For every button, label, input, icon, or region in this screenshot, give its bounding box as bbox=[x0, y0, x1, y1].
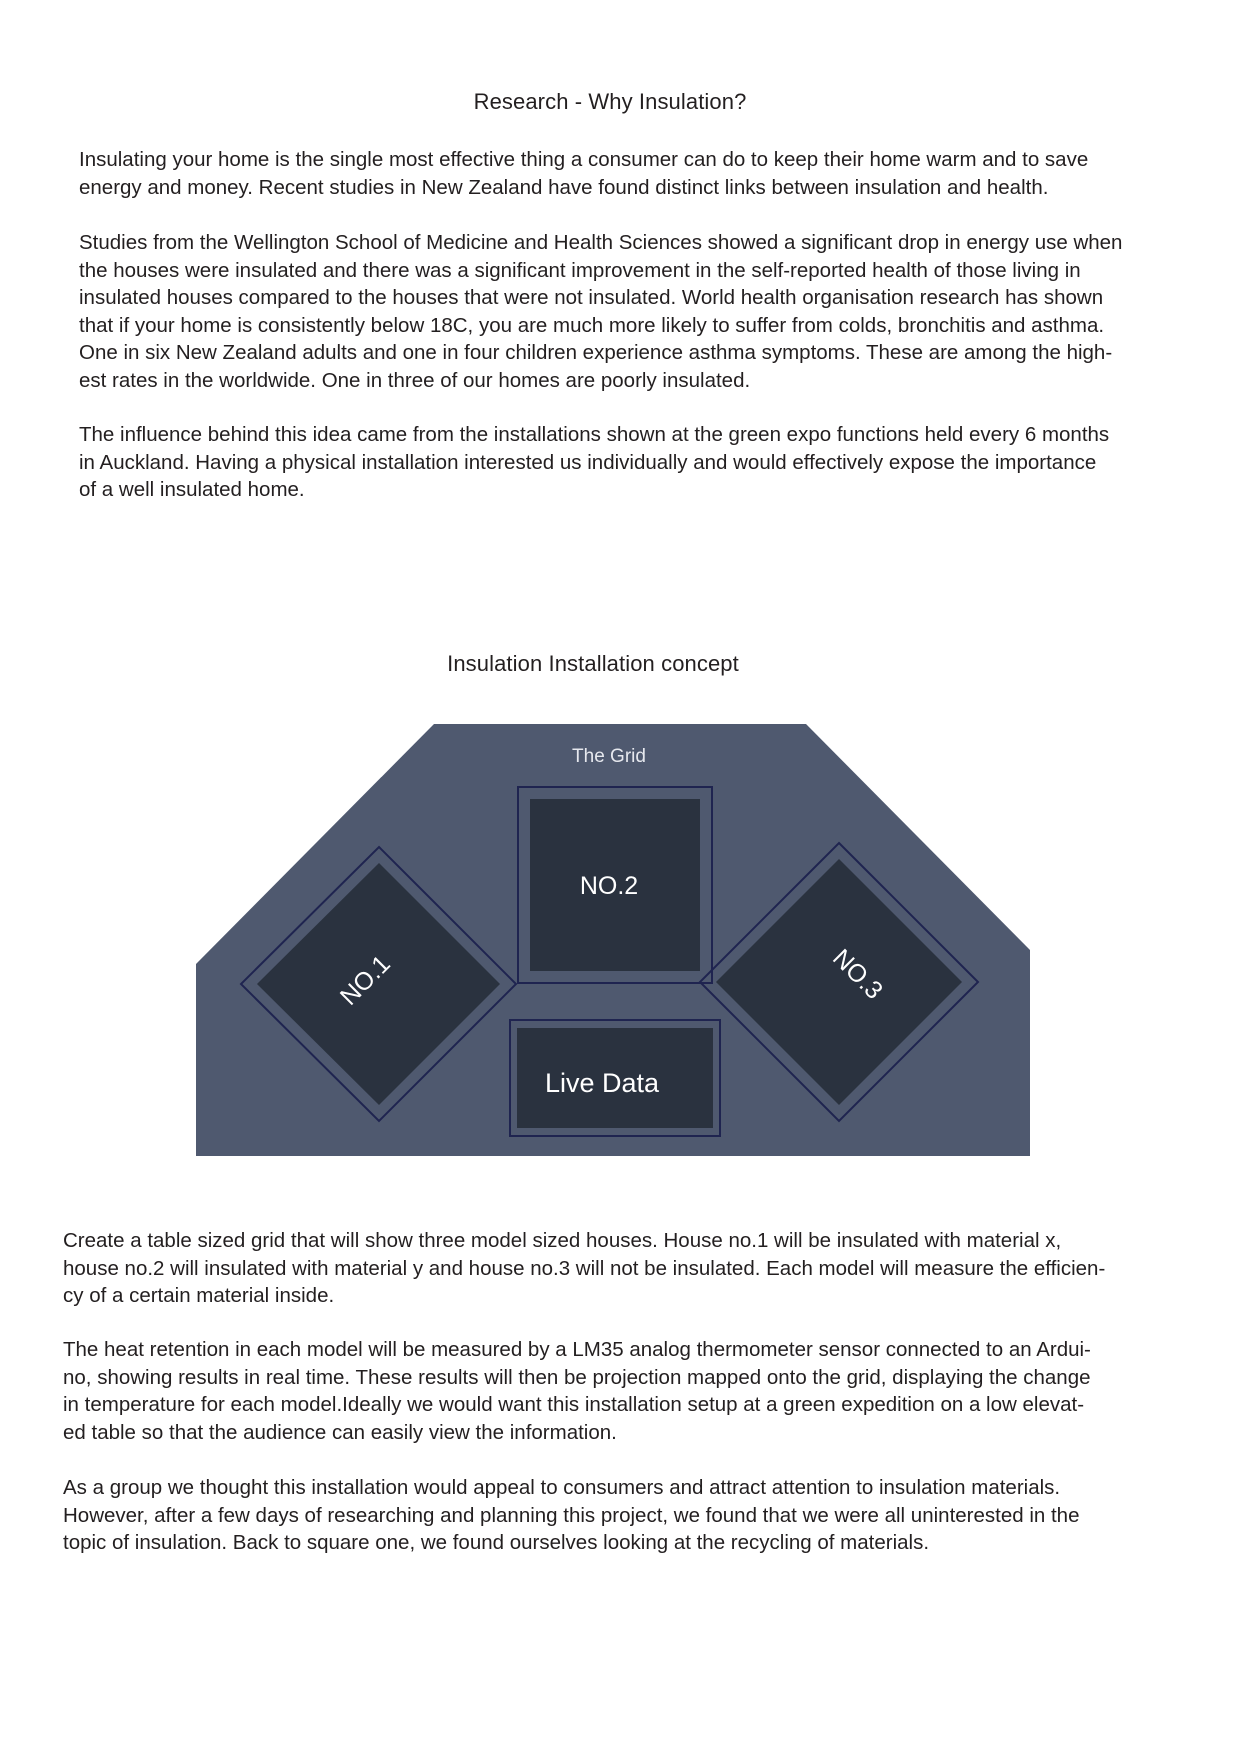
text-line: no, showing results in real time. These results will then be projection mapped onto the grid, displaying the change bbox=[63, 1365, 1091, 1389]
text-line: the houses were insulated and there was a significant improvement in the self-reported health of those living in bbox=[79, 258, 1081, 282]
text-line: of a well insulated home. bbox=[79, 478, 305, 501]
house-1-label: NO.1 bbox=[334, 949, 396, 1011]
house-3-label: NO.3 bbox=[827, 943, 889, 1005]
concept-paragraph-1 bbox=[63, 1227, 1105, 1310]
text-line: However, after a few days of researching and planning this project, we found that we were all uninterested in the bbox=[63, 1503, 1080, 1527]
text-line: Insulating your home is the single most effective thing a consumer can do to keep their home warm and to save bbox=[79, 148, 1089, 171]
text-line: insulated houses compared to the houses that were not insulated. World health organisation research has shown bbox=[79, 286, 1104, 309]
text-line: One in six New Zealand adults and one in four children experience asthma symptoms. These are among the high- bbox=[79, 341, 1113, 364]
text-line: that if your home is consistently below 18C, you are much more likely to suffer from colds, bronchitis and asthma. bbox=[79, 313, 1105, 337]
concept-paragraph-3 bbox=[63, 1474, 1079, 1557]
research-heading: Research - Why Insulation? bbox=[473, 89, 747, 114]
text-line: energy and money. Recent studies in New Zealand have found distinct links between insulation and health. bbox=[79, 175, 1049, 199]
text-line: topic of insulation. Back to square one, we found ourselves looking at the recycling of materials. bbox=[63, 1531, 930, 1554]
installation-diagram bbox=[196, 724, 1030, 1156]
text-line: in Auckland. Having a physical installation interested us individually and would effectively expose the importance bbox=[79, 450, 1097, 474]
house-2-label: NO.2 bbox=[579, 872, 639, 900]
research-paragraph-1 bbox=[79, 146, 1088, 201]
text-line: in temperature for each model.Ideally we would want this installation setup at a green expedition on a low elevat- bbox=[63, 1393, 1085, 1416]
text-line: house no.2 will insulated with material y and house no.3 will not be insulated. Each model will measure the efficien- bbox=[63, 1256, 1106, 1280]
text-line: The influence behind this idea came from the installations shown at the green expo functions held every 6 months bbox=[79, 423, 1110, 446]
text-line: ed table so that the audience can easily view the information. bbox=[63, 1420, 617, 1444]
live-data-label: Live Data bbox=[544, 1068, 660, 1098]
grid-label: The Grid bbox=[572, 746, 646, 767]
text-line: Create a table sized grid that will show three model sized houses. House no.1 will be insulated with material x, bbox=[63, 1229, 1062, 1252]
text-line: cy of a certain material inside. bbox=[63, 1284, 335, 1307]
research-paragraph-3 bbox=[79, 421, 1109, 504]
concept-paragraph-2 bbox=[63, 1336, 1091, 1446]
concept-heading: Insulation Installation concept bbox=[447, 651, 739, 676]
research-paragraph-2 bbox=[79, 229, 1122, 394]
text-line: As a group we thought this installation would appeal to consumers and attract attention to insulation materials. bbox=[63, 1476, 1061, 1499]
text-line: est rates in the worldwide. One in three of our homes are poorly insulated. bbox=[79, 368, 751, 392]
text-line: Studies from the Wellington School of Medicine and Health Sciences showed a significant drop in energy use when bbox=[79, 231, 1123, 254]
text-line: The heat retention in each model will be measured by a LM35 analog thermometer sensor connected to an Ardui- bbox=[63, 1338, 1091, 1361]
